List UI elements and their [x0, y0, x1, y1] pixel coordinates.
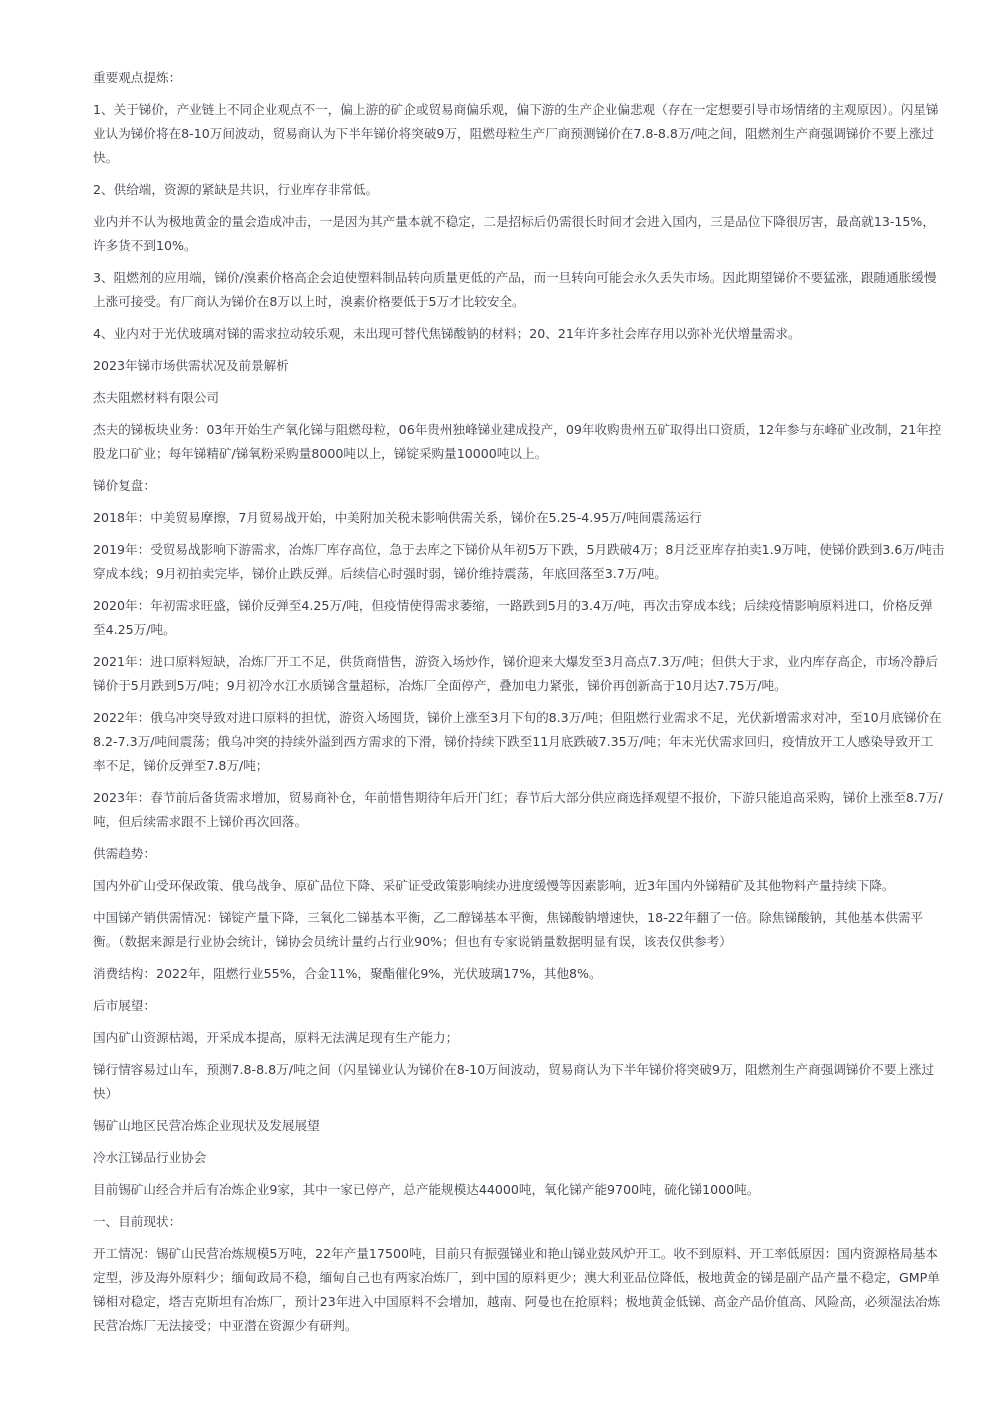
- paragraph-consumption-structure: 消费结构：2022年，阻燃行业55%，合金11%，聚酯催化9%，光伏玻璃17%，其他8%。: [93, 966, 602, 981]
- paragraph-year-2022: 2022年：俄乌冲突导致对进口原料的担忧，游资入场囤货，锑价上涨至3月下旬的8.3万/吨；但阻燃行业需求不足，光伏新增需求对冲，至10月底锑价在8.2-7.3万/吨间震荡；俄乌冲突的持续外溢到西方需求的下滑，锑价持续下跌至11月底跌破7.35万/吨；年末光伏需求回归，疫情放开工人感染导致开工率不足，锑价反弹至7.8万/吨；: [93, 710, 942, 773]
- paragraph-year-2018: 2018年：中美贸易摩擦，7月贸易战开始，中美附加关税未影响供需关系，锑价在5.25-4.95万/吨间震荡运行: [93, 510, 702, 525]
- section-heading-current-status: 一、目前现状：: [93, 1214, 182, 1229]
- paragraph-jiefu-business: 杰夫的锑板块业务：03年开始生产氧化锑与阻燃母粒，06年贵州独峰锑业建成投产，09年收购贵州五矿取得出口资质，12年参与东峰矿业改制，21年控股龙口矿业；每年锑精矿/锑氧粉采购量8000吨以上，锑锭采购量10000吨以上。: [93, 422, 942, 461]
- paragraph-point-4: 4、业内对于光伏玻璃对锑的需求拉动较乐观，未出现可替代焦锑酸钠的材料；20、21年许多社会库存用以弥补光伏增量需求。: [93, 326, 801, 341]
- section-heading-supply-demand: 供需趋势：: [93, 846, 156, 861]
- paragraph-year-2020: 2020年：年初需求旺盛，锑价反弹至4.25万/吨，但疫情使得需求萎缩，一路跌到5月的3.4万/吨，再次击穿成本线；后续疫情影响原料进口，价格反弹至4.25万/吨。: [93, 598, 933, 637]
- section-heading-outlook: 后市展望：: [93, 998, 156, 1013]
- speaker-company-jiefu: 杰夫阻燃材料有限公司: [93, 390, 219, 405]
- paragraph-year-2021: 2021年：进口原料短缺，冶炼厂开工不足，供货商惜售，游资入场炒作，锑价迎来大爆发至3月高点7.3万/吨；但供大于求，业内库存高企，市场冷静后锑价于5月跌到5万/吨；9月初冷水江水质锑含量超标，冶炼厂全面停产，叠加电力紧张，锑价再创新高于10月达7.75万/吨。: [93, 654, 939, 693]
- paragraph-china-supply-demand: 中国锑产销供需情况：锑锭产量下降，三氧化二锑基本平衡，乙二醇锑基本平衡，焦锑酸钠增速快，18-22年翻了一倍。除焦锑酸钠，其他基本供需平衡。（数据来源是行业协会统计，锑协会员统计量约占行业90%；但也有专家说销量数据明显有误，该表仅供参考）: [93, 910, 924, 949]
- section-title-xikuangshan: 锡矿山地区民营冶炼企业现状及发展展望: [93, 1118, 320, 1133]
- paragraph-smelter-count: 目前锡矿山经合并后有冶炼企业9家，其中一家已停产，总产能规模达44000吨，氧化锑产能9700吨，硫化锑1000吨。: [93, 1182, 760, 1197]
- section-heading-price-review: 锑价复盘：: [93, 478, 156, 493]
- paragraph-year-2023: 2023年：春节前后备货需求增加，贸易商补仓，年前惜售期待年后开门红；春节后大部分供应商选择观望不报价，下游只能追高采购，锑价上涨至8.7万/吨，但后续需求跟不上锑价再次回落。: [93, 790, 943, 829]
- paragraph-price-forecast: 锑行情容易过山车，预测7.8-8.8万/吨之间（闪星锑业认为锑价在8-10万间波动，贸易商认为下半年锑价将突破9万，阻燃剂生产商强调锑价不要上涨过快）: [93, 1062, 935, 1101]
- paragraph-operating-status: 开工情况：锡矿山民营冶炼规模5万吨，22年产量17500吨，目前只有振强锑业和艳山锑业鼓风炉开工。收不到原料、开工率低原因：国内资源格局基本定型，涉及海外原料少；缅甸政局不稳，缅甸自己也有两家冶炼厂，到中国的原料更少；澳大利亚品位降低，极地黄金的锑是副产品产量不稳定，GMP单锑相对稳定，塔吉克斯坦有冶炼厂，预计23年进入中国原料不会增加，越南、阿曼也在抢原料；极地黄金低锑、高金产品价值高、风险高，必须湿法冶炼民营冶炼厂无法接受；中亚潜在资源少有研判。: [93, 1246, 941, 1333]
- paragraph-mine-output: 国内外矿山受环保政策、俄乌战争、原矿品位下降、采矿证受政策影响续办进度缓慢等因素影响，近3年国内外锑精矿及其他物料产量持续下降。: [93, 878, 895, 893]
- paragraph-point-3: 3、阻燃剂的应用端，锑价/溴素价格高企会迫使塑料制品转向质量更低的产品，而一旦转向可能会永久丢失市场。因此期望锑价不要猛涨，跟随通胀缓慢上涨可接受。有厂商认为锑价在8万以上时，溴素价格要低于5万才比较安全。: [93, 270, 937, 309]
- paragraph-point-1: 1、关于锑价，产业链上不同企业观点不一，偏上游的矿企或贸易商偏乐观，偏下游的生产企业偏悲观（存在一定想要引导市场情绪的主观原因）。闪星锑业认为锑价将在8-10万间波动，贸易商认为下半年锑价将突破9万，阻燃母粒生产厂商预测锑价在7.8-8.8万/吨之间，阻燃剂生产商强调锑价不要上涨过快。: [93, 102, 939, 165]
- section-title-market-2023: 2023年锑市场供需状况及前景解析: [93, 358, 289, 373]
- section-heading-key-points: 重要观点提炼：: [93, 70, 182, 85]
- paragraph-point-2: 2、供给端，资源的紧缺是共识，行业库存非常低。: [93, 182, 379, 197]
- document-body: [93, 66, 945, 1346]
- paragraph-domestic-depletion: 国内矿山资源枯竭，开采成本提高，原料无法满足现有生产能力；: [93, 1030, 459, 1045]
- speaker-association-lengshuijiang: 冷水江锑品行业协会: [93, 1150, 207, 1165]
- paragraph-year-2019: 2019年：受贸易战影响下游需求，冶炼厂库存高位，急于去库之下锑价从年初5万下跌，5月跌破4万；8月泛亚库存拍卖1.9万吨，使锑价跌到3.6万/吨击穿成本线；9月初拍卖完毕，锑价止跌反弹。后续信心时强时弱，锑价维持震荡，年底回落至3.7万/吨。: [93, 542, 945, 581]
- paragraph-polar-gold: 业内并不认为极地黄金的量会造成冲击，一是因为其产量本就不稳定，二是招标后仍需很长时间才会进入国内，三是品位下降很厉害，最高就13-15%，许多货不到10%。: [93, 214, 935, 253]
